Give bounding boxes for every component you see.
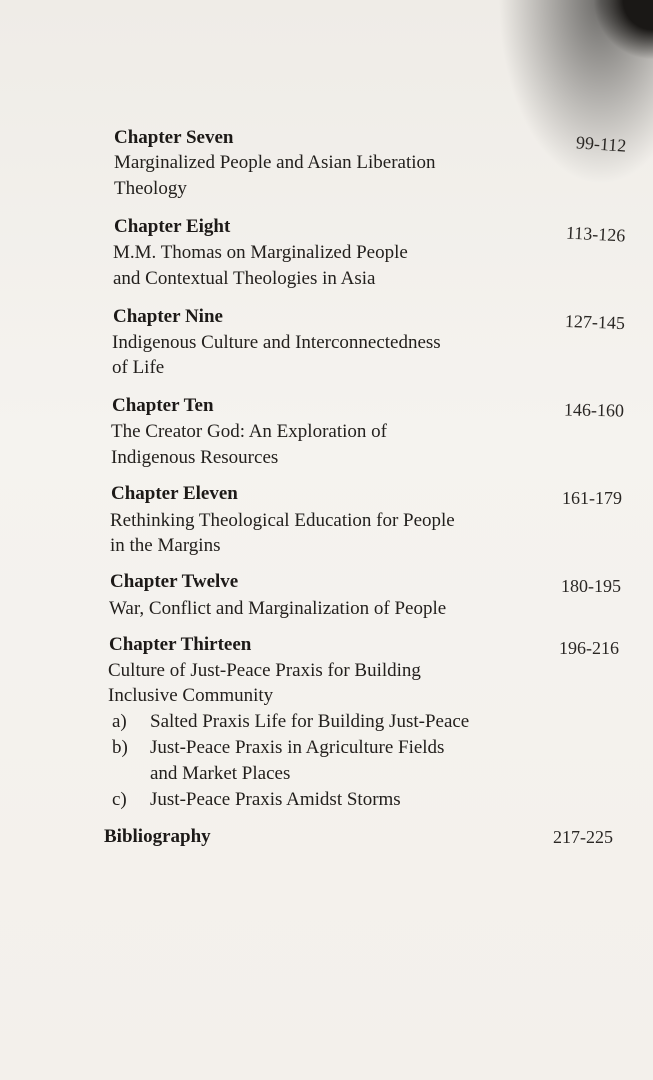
chapter-title-line: in the Margins bbox=[110, 535, 221, 556]
chapter-title-line: Rethinking Theological Education for People bbox=[110, 510, 455, 531]
chapter-title-line: Indigenous Resources bbox=[111, 447, 279, 468]
chapter-heading: Chapter Ten bbox=[112, 395, 214, 416]
chapter-title-line: Marginalized People and Asian Liberation bbox=[114, 152, 436, 173]
sub-item-text: Salted Praxis Life for Building Just-Peace bbox=[150, 711, 470, 732]
chapter-title-line: The Creator God: An Exploration of bbox=[111, 421, 387, 442]
chapter-heading: Chapter Eight bbox=[114, 216, 231, 237]
sub-item-a bbox=[112, 709, 469, 735]
chapter-title-line: War, Conflict and Marginalization of People bbox=[109, 598, 447, 619]
chapter-title-line: Theology bbox=[114, 178, 187, 199]
sub-item-b-continuation: and Market Places bbox=[150, 763, 291, 784]
chapter-title-line: and Contextual Theologies in Asia bbox=[113, 268, 376, 289]
chapter-heading: Chapter Seven bbox=[114, 127, 234, 148]
chapter-title-line: Inclusive Community bbox=[108, 685, 274, 706]
chapter-heading: Chapter Thirteen bbox=[109, 634, 252, 655]
chapter-heading: Chapter Twelve bbox=[110, 571, 239, 592]
bibliography-heading: Bibliography bbox=[104, 826, 211, 847]
page-range: 127-145 bbox=[564, 310, 626, 334]
sub-item-letter: c) bbox=[112, 789, 127, 810]
page-range: 180-195 bbox=[561, 576, 621, 596]
sub-item-text: Just-Peace Praxis Amidst Storms bbox=[150, 789, 401, 810]
chapter-title-line: M.M. Thomas on Marginalized People bbox=[113, 242, 408, 263]
page-range: 217-225 bbox=[553, 827, 613, 847]
sub-item-b bbox=[112, 735, 444, 761]
chapter-title-line: Indigenous Culture and Interconnectedness bbox=[112, 332, 441, 353]
page-range: 196-216 bbox=[559, 638, 619, 658]
page-range: 146-160 bbox=[563, 399, 625, 421]
sub-item-text: Just-Peace Praxis in Agriculture Fields bbox=[150, 737, 445, 758]
page-range: 161-179 bbox=[562, 488, 622, 508]
sub-item-letter: a) bbox=[112, 711, 127, 732]
chapter-title-line: Culture of Just-Peace Praxis for Building bbox=[108, 660, 421, 681]
chapter-heading: Chapter Eleven bbox=[111, 483, 238, 504]
page-range: 99-112 bbox=[575, 132, 627, 156]
chapter-heading: Chapter Nine bbox=[113, 306, 223, 327]
page-range: 113-126 bbox=[565, 222, 626, 246]
sub-item-letter: b) bbox=[112, 737, 128, 758]
sub-item-c bbox=[112, 787, 401, 813]
chapter-title-line: of Life bbox=[112, 357, 165, 378]
